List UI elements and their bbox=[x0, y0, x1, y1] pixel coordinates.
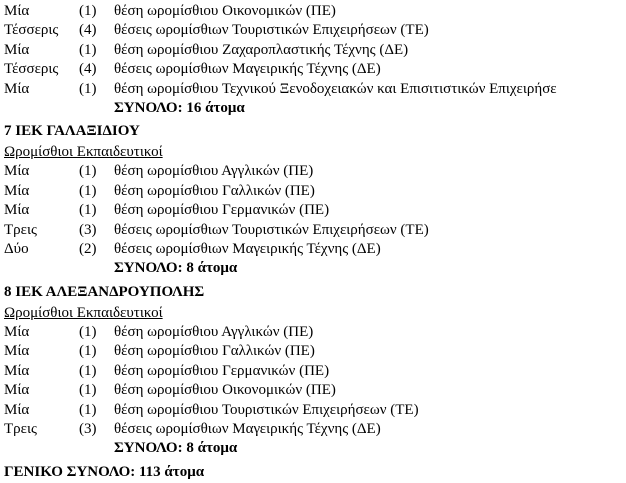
position-count: Τρεις bbox=[4, 420, 37, 437]
grand-total: ΓΕΝΙΚΟ ΣΥΝΟΛΟ: 113 άτομα bbox=[4, 463, 205, 480]
section-subheading: Ωρομίσθιοι Εκπαιδευτικοί bbox=[4, 144, 163, 161]
position-count: Τρεις bbox=[4, 221, 37, 238]
position-count: Μία bbox=[4, 323, 30, 340]
total-label: ΣΥΝΟΛΟ: 8 άτομα bbox=[114, 260, 238, 277]
position-description: θέση ωρομίσθιου Γαλλικών (ΠΕ) bbox=[114, 343, 315, 360]
position-row bbox=[4, 60, 626, 79]
section-subheading: Ωρομίσθιοι Εκπαιδευτικοί bbox=[4, 304, 163, 321]
position-number: (1) bbox=[79, 323, 97, 340]
position-description: θέσεις ωρομίσθιων Μαγειρικής Τέχνης (ΔΕ) bbox=[114, 61, 381, 78]
position-count: Μία bbox=[4, 362, 30, 379]
position-count: Μία bbox=[4, 401, 30, 418]
position-row bbox=[4, 221, 626, 240]
position-number: (1) bbox=[79, 362, 97, 379]
position-number: (3) bbox=[79, 420, 97, 437]
position-number: (1) bbox=[79, 382, 97, 399]
position-description: θέση ωρομίσθιου Αγγλικών (ΠΕ) bbox=[114, 163, 314, 180]
position-row bbox=[4, 80, 626, 99]
position-row bbox=[4, 381, 626, 400]
position-description: θέση ωρομίσθιου Γαλλικών (ΠΕ) bbox=[114, 182, 315, 199]
position-row bbox=[4, 162, 626, 181]
position-row bbox=[4, 420, 626, 439]
position-number: (1) bbox=[79, 182, 97, 199]
position-row bbox=[4, 21, 626, 40]
position-description: θέση ωρομίσθιου Τουριστικών Επιχειρήσεων (ΤΕ) bbox=[114, 401, 419, 418]
total-spacer bbox=[4, 439, 114, 458]
position-description: θέση ωρομίσθιου Οικονομικών (ΠΕ) bbox=[114, 3, 336, 19]
section-total bbox=[4, 99, 626, 118]
section-total bbox=[4, 259, 626, 278]
position-row bbox=[4, 342, 626, 361]
position-count: Μία bbox=[4, 41, 30, 58]
position-row bbox=[4, 182, 626, 201]
position-number: (4) bbox=[79, 22, 97, 39]
position-list bbox=[4, 2, 626, 99]
position-number: (1) bbox=[79, 41, 97, 58]
total-spacer bbox=[4, 259, 114, 278]
position-description: θέσεις ωρομίσθιων Μαγειρικής Τέχνης (ΔΕ) bbox=[114, 241, 381, 258]
position-description: θέση ωρομίσθιου Τεχνικού Ξενοδοχειακών και Επισιτιστικών Επιχειρήσε bbox=[114, 80, 557, 97]
position-row bbox=[4, 41, 626, 60]
position-count: Μία bbox=[4, 382, 30, 399]
position-number: (2) bbox=[79, 241, 97, 258]
position-count: Μία bbox=[4, 163, 30, 180]
position-number: (1) bbox=[79, 401, 97, 418]
position-count: Δύο bbox=[4, 241, 29, 258]
position-number: (1) bbox=[79, 3, 97, 19]
section-heading: 8 ΙΕΚ ΑΛΕΞΑΝΔΡΟΥΠΟΛΗΣ bbox=[4, 283, 205, 300]
position-number: (1) bbox=[79, 202, 97, 219]
position-number: (3) bbox=[79, 221, 97, 238]
section-total bbox=[4, 439, 626, 458]
section-heading: 7 ΙΕΚ ΓΑΛΑΞΙΔΙΟΥ bbox=[4, 123, 140, 140]
total-spacer bbox=[4, 99, 114, 118]
position-description: θέσεις ωρομίσθιων Τουριστικών Επιχειρήσεων (ΤΕ) bbox=[114, 221, 429, 238]
position-row bbox=[4, 323, 626, 342]
position-count: Τέσσερις bbox=[4, 22, 59, 39]
position-list bbox=[4, 162, 626, 259]
position-number: (1) bbox=[79, 80, 97, 97]
position-number: (1) bbox=[79, 163, 97, 180]
position-count: Μία bbox=[4, 182, 30, 199]
position-description: θέση ωρομίσθιου Ζαχαροπλαστικής Τέχνης (ΔΕ) bbox=[114, 41, 409, 58]
position-row bbox=[4, 201, 626, 220]
position-row bbox=[4, 2, 626, 21]
position-description: θέση ωρομίσθιου Αγγλικών (ΠΕ) bbox=[114, 323, 314, 340]
total-label: ΣΥΝΟΛΟ: 8 άτομα bbox=[114, 440, 238, 457]
position-count: Μία bbox=[4, 343, 30, 360]
position-number: (1) bbox=[79, 343, 97, 360]
position-row bbox=[4, 362, 626, 381]
position-description: θέση ωρομίσθιου Οικονομικών (ΠΕ) bbox=[114, 382, 336, 399]
position-row bbox=[4, 240, 626, 259]
position-description: θέση ωρομίσθιου Γερμανικών (ΠΕ) bbox=[114, 202, 330, 219]
position-description: θέσεις ωρομίσθιων Τουριστικών Επιχειρήσεων (ΤΕ) bbox=[114, 22, 429, 39]
position-list bbox=[4, 323, 626, 439]
position-count: Μία bbox=[4, 80, 30, 97]
position-count: Μία bbox=[4, 3, 30, 19]
total-label: ΣΥΝΟΛΟ: 16 άτομα bbox=[114, 100, 245, 117]
position-count: Μία bbox=[4, 202, 30, 219]
position-description: θέση ωρομίσθιου Γερμανικών (ΠΕ) bbox=[114, 362, 330, 379]
position-number: (4) bbox=[79, 61, 97, 78]
position-row bbox=[4, 401, 626, 420]
position-description: θέσεις ωρομίσθιων Μαγειρικής Τέχνης (ΔΕ) bbox=[114, 420, 381, 437]
position-count: Τέσσερις bbox=[4, 61, 59, 78]
